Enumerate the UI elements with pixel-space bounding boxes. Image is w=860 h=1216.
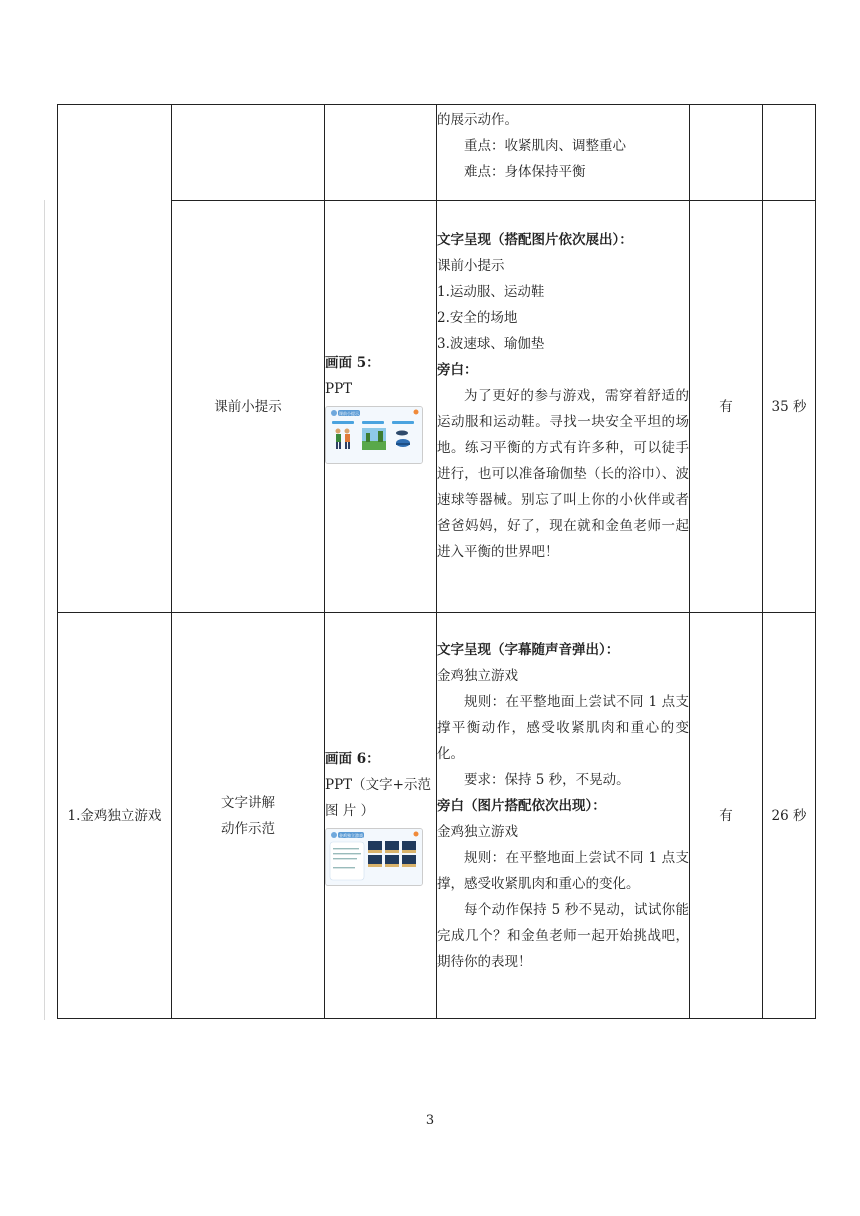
content-cell bbox=[437, 201, 690, 613]
page-number: 3 bbox=[425, 1113, 435, 1128]
margin-line bbox=[44, 200, 45, 1020]
table-row bbox=[58, 105, 816, 201]
duration-cell bbox=[763, 201, 816, 613]
step-cell bbox=[58, 613, 172, 1019]
slide-thumbnail-image bbox=[326, 829, 422, 885]
flag-cell bbox=[690, 613, 763, 1019]
content-line: 3.波速球、瑜伽垫 bbox=[437, 336, 545, 352]
section-cell bbox=[172, 613, 325, 1019]
slide-thumbnail-image bbox=[326, 407, 422, 463]
duration-cell bbox=[763, 613, 816, 1019]
narration-text: 为了更好的参与游戏，需穿着舒适的运动服和运动鞋。寻找一块安全平坦的场地。练习平衡的方式有许多种，可以徒手进行，也可以准备瑜伽垫（长的浴巾）、波速球等器械。别忘了叫上你的小伙伴或者爸爸妈妈，好了，现在就和金鱼老师一起进入平衡的世界吧！ bbox=[437, 388, 689, 560]
lesson-plan-table bbox=[57, 104, 816, 1019]
narration-rule: 规则：在平整地面上尝试不同 1 点支撑，感受收紧肌肉和重心的变化。 bbox=[437, 850, 689, 892]
content-cell bbox=[437, 105, 690, 201]
section-cell bbox=[172, 201, 325, 613]
content-cell bbox=[437, 613, 690, 1019]
table-row bbox=[58, 613, 816, 1019]
duration-value: 26 秒 bbox=[771, 807, 807, 824]
flag-value: 有 bbox=[719, 398, 733, 415]
duration-value: 35 秒 bbox=[771, 398, 807, 415]
section-line: 文字讲解 bbox=[221, 794, 275, 811]
flag-cell bbox=[690, 201, 763, 613]
thumb-title-text: 金鸡独立游戏 bbox=[339, 832, 363, 838]
content-requirement: 要求：保持 5 秒，不晃动。 bbox=[464, 772, 630, 788]
content-rule: 规则：在平整地面上尝试不同 1 点支撑平衡动作，感受收紧肌肉和重心的变化。 bbox=[437, 694, 689, 762]
content-heading: 文字呈现（搭配图片依次展出）： bbox=[437, 232, 633, 248]
narration-heading: 旁白（图片搭配依次出现）： bbox=[437, 798, 606, 814]
duration-cell bbox=[763, 105, 816, 201]
content-line: 1.运动服、运动鞋 bbox=[437, 284, 545, 300]
content-heading: 文字呈现（字幕随声音弹出）： bbox=[437, 642, 620, 658]
screen-title: 画面 5： bbox=[325, 354, 380, 371]
slide-thumbnail bbox=[325, 406, 423, 464]
content-line: 2.安全的场地 bbox=[437, 310, 518, 326]
table-row bbox=[58, 201, 816, 613]
step-label: 1.金鸡独立游戏 bbox=[67, 807, 162, 824]
screen-cell bbox=[325, 613, 437, 1019]
screen-cell bbox=[325, 105, 437, 201]
slide-thumbnail bbox=[325, 828, 423, 886]
thumb-title-text: 课前小提示 bbox=[339, 410, 359, 416]
narration-heading: 旁白： bbox=[437, 362, 478, 378]
content-title: 金鸡独立游戏 bbox=[437, 668, 518, 684]
section-label: 课前小提示 bbox=[214, 398, 282, 415]
content-line: 课前小提示 bbox=[437, 258, 505, 274]
screen-type: PPT（文字+示范 图 片 ） bbox=[325, 776, 431, 819]
screen-title: 画面 6： bbox=[325, 750, 380, 767]
content-line: 的展示动作。 bbox=[437, 112, 518, 128]
screen-type: PPT bbox=[325, 380, 353, 397]
content-line: 重点：收紧肌肉、调整重心 bbox=[464, 138, 626, 154]
section-line: 动作示范 bbox=[221, 820, 275, 837]
section-cell bbox=[172, 105, 325, 201]
step-cell-empty bbox=[58, 105, 172, 613]
narration-title: 金鸡独立游戏 bbox=[437, 824, 518, 840]
screen-cell bbox=[325, 201, 437, 613]
narration-text: 每个动作保持 5 秒不晃动，试试你能完成几个？和金鱼老师一起开始挑战吧，期待你的表现！ bbox=[437, 902, 689, 970]
flag-cell bbox=[690, 105, 763, 201]
flag-value: 有 bbox=[719, 807, 733, 824]
content-line: 难点：身体保持平衡 bbox=[464, 164, 586, 180]
